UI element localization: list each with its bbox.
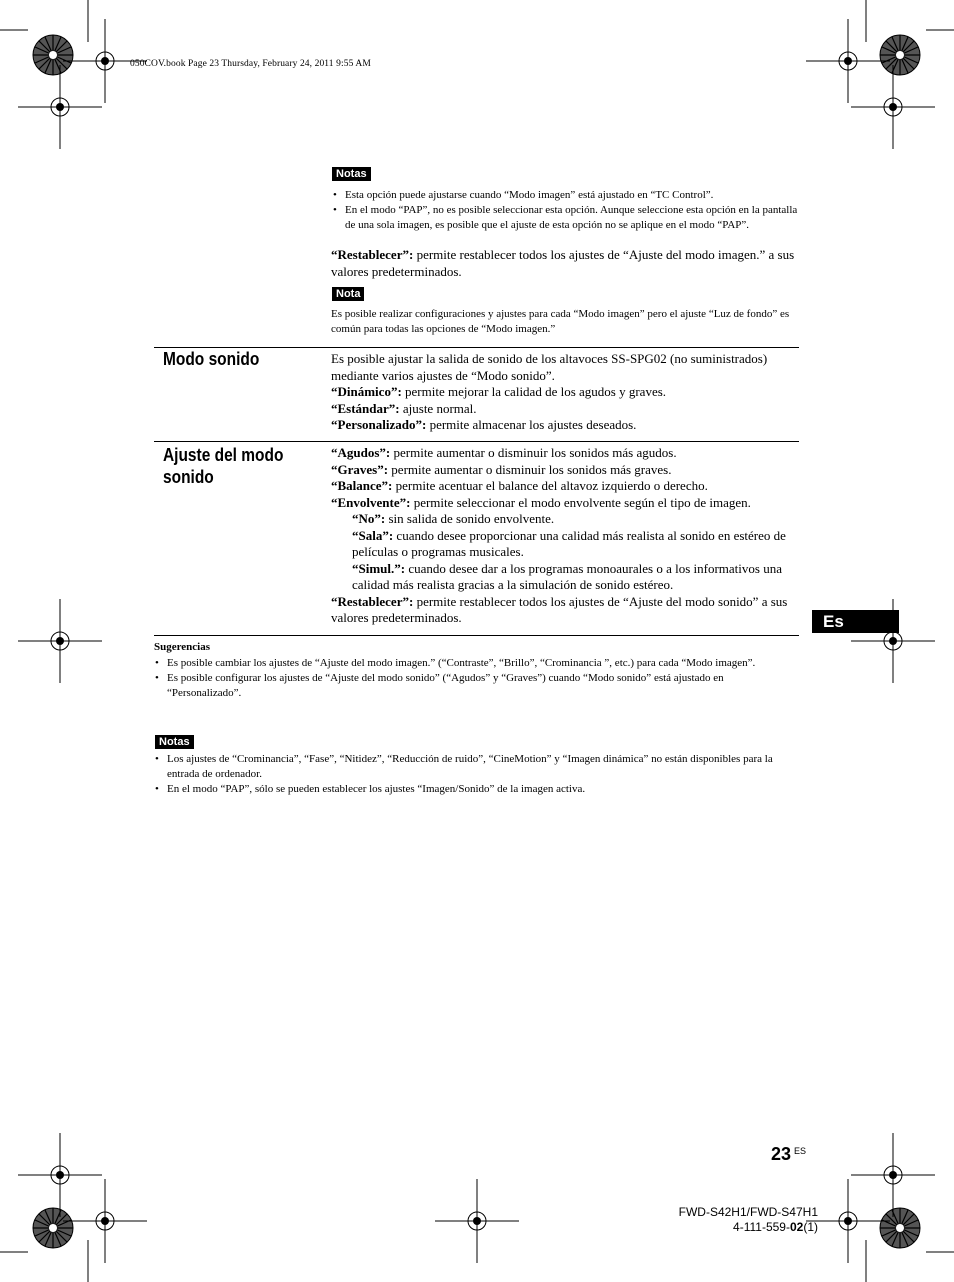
file-info-header: 050COV.book Page 23 Thursday, February 24, 2011 9:55 AM <box>130 59 371 69</box>
top-notes-list <box>332 188 800 233</box>
doc-code <box>679 1220 818 1235</box>
definition: permite aumentar o disminuir los sonidos más agudos. <box>390 445 677 460</box>
bottom-notes-list <box>154 752 800 797</box>
notes-badge: Notas <box>155 735 194 749</box>
definition: permite aumentar o disminuir los sonidos más graves. <box>388 461 672 477</box>
term: “No”: <box>352 511 386 526</box>
list-item <box>331 561 801 594</box>
term: “Graves”: <box>331 461 389 477</box>
heading-line: sonido <box>163 467 214 487</box>
modo-sonido-heading: Modo sonido <box>163 349 260 369</box>
section-divider <box>154 635 799 636</box>
list-item <box>331 445 801 462</box>
definition: permite restablecer todos los ajustes de “Ajuste del modo sonido” a sus valores predeterminados. <box>331 593 788 625</box>
nota-badge: Nota <box>332 287 364 301</box>
term: “Agudos”: <box>331 445 391 460</box>
definition: permite seleccionar el modo envolvente según el tipo de imagen. <box>410 494 751 510</box>
list-item <box>331 495 801 512</box>
doc-code-prefix: 4-111-559- <box>733 1220 790 1234</box>
list-item: • Esta opción puede ajustarse cuando “Modo imagen” está ajustado en “TC Control”. <box>332 188 800 203</box>
doc-code-suffix: (1) <box>803 1220 818 1234</box>
language-tab: Es <box>812 610 899 633</box>
term: “Restablecer”: <box>331 247 414 262</box>
list-item <box>331 384 801 401</box>
list-item: • En el modo “PAP”, no es posible seleccionar esta opción. Aunque seleccione esta opción en la pantalla de una sola imagen, es posible que el ajuste de esta opción no se aplique en el modo “PAP”. <box>332 203 800 233</box>
list-item: • Es posible configurar los ajustes de “Ajuste del modo sonido” (“Agudos” y “Graves”) cuando “Modo sonido” está ajustado en “Personalizado”. <box>154 671 800 701</box>
definition: ajuste normal. <box>399 400 477 416</box>
definition: permite almacenar los ajustes deseados. <box>426 417 637 432</box>
heading-line: Ajuste del modo <box>163 445 284 465</box>
sugerencias-title: Sugerencias <box>154 641 211 653</box>
model-name: FWD-S42H1/FWD-S47H1 <box>678 1205 818 1219</box>
list-item: • En el modo “PAP”, sólo se pueden establecer los ajustes “Imagen/Sonido” de la imagen activa. <box>154 782 800 797</box>
list-item: • Los ajustes de “Crominancia”, “Fase”, “Nitidez”, “Reducción de ruido”, “CineMotion” y “Imagen dinámica” no están disponibles para la entrada de ordenador. <box>154 752 800 782</box>
list-item <box>331 401 801 418</box>
ajuste-sonido-heading <box>163 444 283 488</box>
list-item <box>331 462 801 479</box>
term: “Estándar”: <box>331 400 400 416</box>
definition: permite acentuar el balance del altavoz izquierdo o derecho. <box>392 478 708 493</box>
definition: permite mejorar la calidad de los agudos y graves. <box>401 384 667 399</box>
term: “Restablecer”: <box>331 593 414 609</box>
term: “Sala”: <box>352 527 394 543</box>
list-item <box>331 594 801 627</box>
definition: sin salida de sonido envolvente. <box>385 511 555 526</box>
notes-badge: Notas <box>332 167 371 181</box>
page-number-value: 23 <box>771 1144 792 1164</box>
term: “Envolvente”: <box>331 494 411 510</box>
ajuste-sonido-body <box>331 445 801 627</box>
sugerencias-list <box>154 656 800 701</box>
list-item <box>331 511 801 528</box>
footer-model-info <box>679 1205 818 1235</box>
definition: cuando desee dar a los programas monoaurales o a los informativos una calidad más realista gracias a la simulación de sonido estéreo. <box>352 560 782 592</box>
page-number-suffix: ES <box>794 1146 807 1156</box>
modo-sonido-body <box>331 351 801 434</box>
term: “Dinámico”: <box>331 384 402 399</box>
page-number <box>771 1144 806 1165</box>
list-item: • Es posible cambiar los ajustes de “Ajuste del modo imagen.” (“Contraste”, “Brillo”, “Crominancia ”, etc.) para cada “Modo imagen”. <box>154 656 800 671</box>
doc-code-bold: 02 <box>789 1220 804 1234</box>
term: “Simul.”: <box>352 560 406 576</box>
definition: cuando desee proporcionar una calidad más realista al sonido en estéreo de películas o programas musicales. <box>352 527 786 559</box>
definition: permite restablecer todos los ajustes de “Ajuste del modo imagen.” a sus valores predeterminados. <box>331 247 795 279</box>
list-item <box>331 528 801 561</box>
restablecer-imagen-paragraph <box>331 247 801 280</box>
section-divider <box>154 441 799 442</box>
term: “Balance”: <box>331 478 393 493</box>
list-item <box>331 478 801 495</box>
list-item <box>331 417 801 434</box>
modo-sonido-intro: Es posible ajustar la salida de sonido de los altavoces SS-SPG02 (no suministrados) mediante varios ajustes de “Modo sonido”. <box>331 351 768 383</box>
nota-text: Es posible realizar configuraciones y ajustes para cada “Modo imagen” pero el ajuste “Luz de fondo” es común para todas las opciones de “Modo imagen.” <box>331 308 790 335</box>
term: “Personalizado”: <box>331 417 427 432</box>
